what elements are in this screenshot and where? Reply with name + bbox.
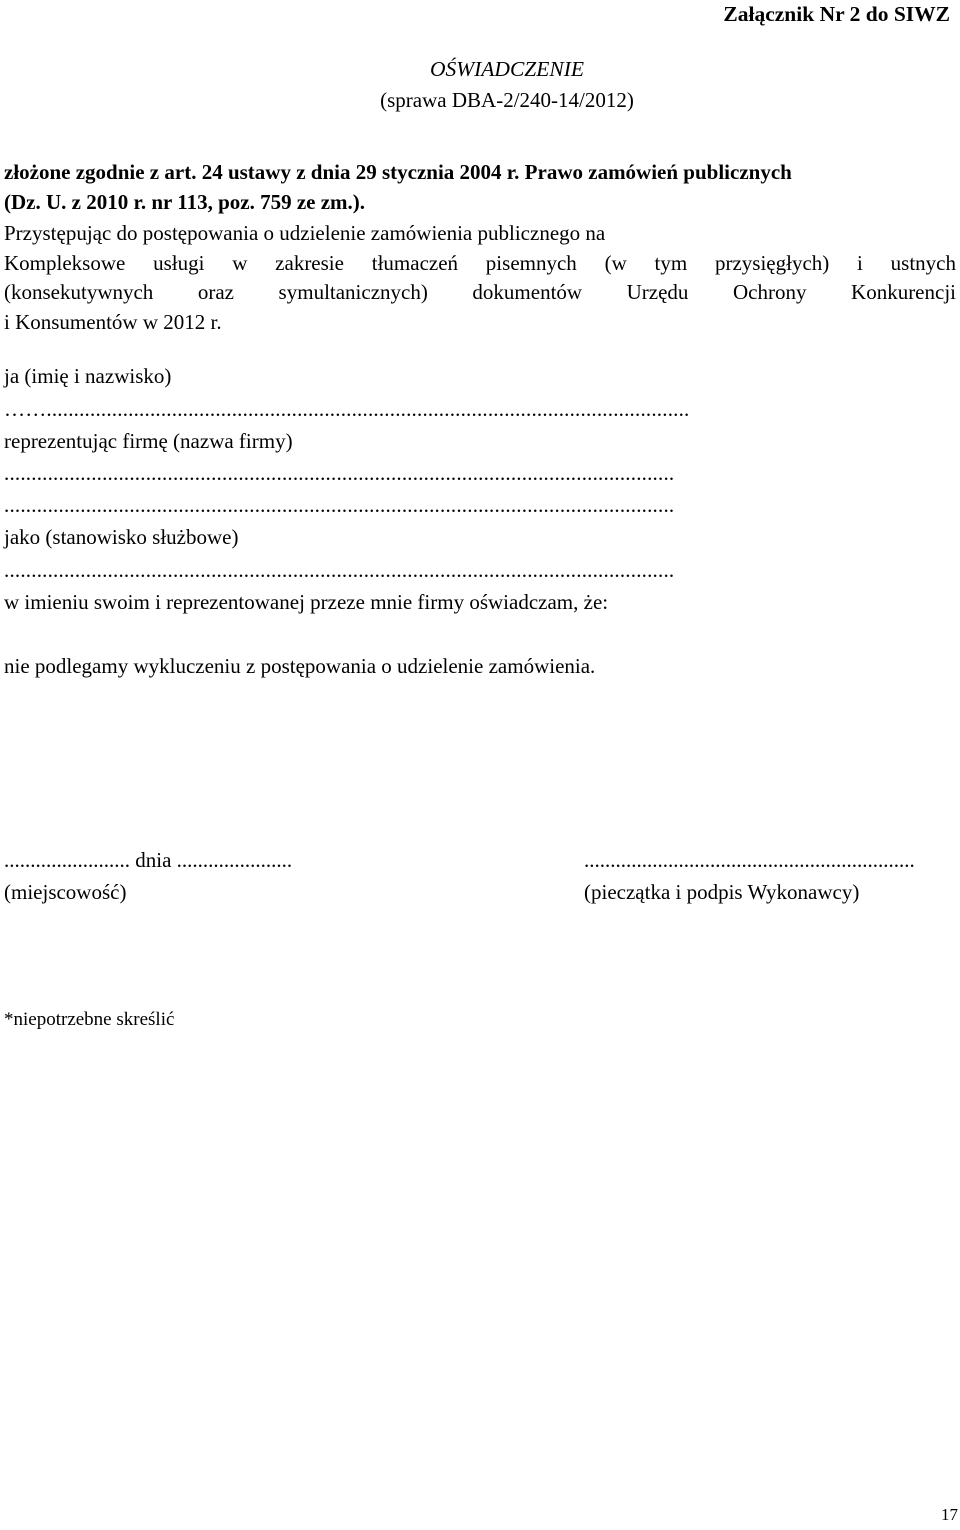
intro-line-3: (konsekutywnych oraz symultanicznych) dokumentów Urzędu Ochrony Konkurencji [4, 280, 956, 304]
name-fill-line: ……...................................................................................................................... [4, 399, 690, 420]
intro-line-2: Kompleksowe usługi w zakresie tłumaczeń pisemnych (w tym przysięgłych) i ustnych [4, 250, 956, 275]
position-fill-line: ........................................................................................................................... [4, 560, 675, 581]
name-label: ja (imię i nazwisko) [4, 364, 172, 388]
declaration-intro: w imieniu swoim i reprezentowanej przeze mnie firmy oświadczam, że: [4, 590, 609, 614]
company-fill-line-2: ........................................................................................................................... [4, 495, 675, 516]
case-reference: (sprawa DBA-2/240-14/2012) [380, 88, 634, 112]
position-label: jako (stanowisko służbowe) [4, 525, 239, 549]
document-title: OŚWIADCZENIE [429, 57, 585, 81]
company-fill-line-1: ........................................................................................................................... [4, 463, 675, 484]
intro-line-1: Przystępując do postępowania o udzielenie zamówienia publicznego na [4, 221, 606, 245]
signature-label: (pieczątka i podpis Wykonawcy) [584, 880, 860, 904]
intro-paragraph [4, 219, 956, 337]
company-label: reprezentując firmę (nazwa firmy) [4, 429, 293, 453]
attachment-label: Załącznik Nr 2 do SIWZ [723, 2, 950, 26]
place-date-fill-line: ........................ dnia ...................... [4, 848, 293, 872]
declaration-statement: nie podlegamy wykluczeniu z postępowania o udzielenie zamówienia. [4, 654, 596, 678]
place-label: (miejscowość) [4, 880, 127, 904]
legal-basis [4, 157, 956, 217]
signature-fill-line: ............................................................... [584, 848, 915, 872]
intro-line-4: i Konsumentów w 2012 r. [4, 309, 222, 334]
page-number: 17 [941, 1505, 958, 1524]
legal-basis-line-1: złożone zgodnie z art. 24 ustawy z dnia 29 stycznia 2004 r. Prawo zamówień publicznych [4, 160, 792, 184]
footnote: *niepotrzebne skreślić [4, 1009, 175, 1030]
legal-basis-line-2: (Dz. U. z 2010 r. nr 113, poz. 759 ze zm.). [4, 190, 366, 214]
